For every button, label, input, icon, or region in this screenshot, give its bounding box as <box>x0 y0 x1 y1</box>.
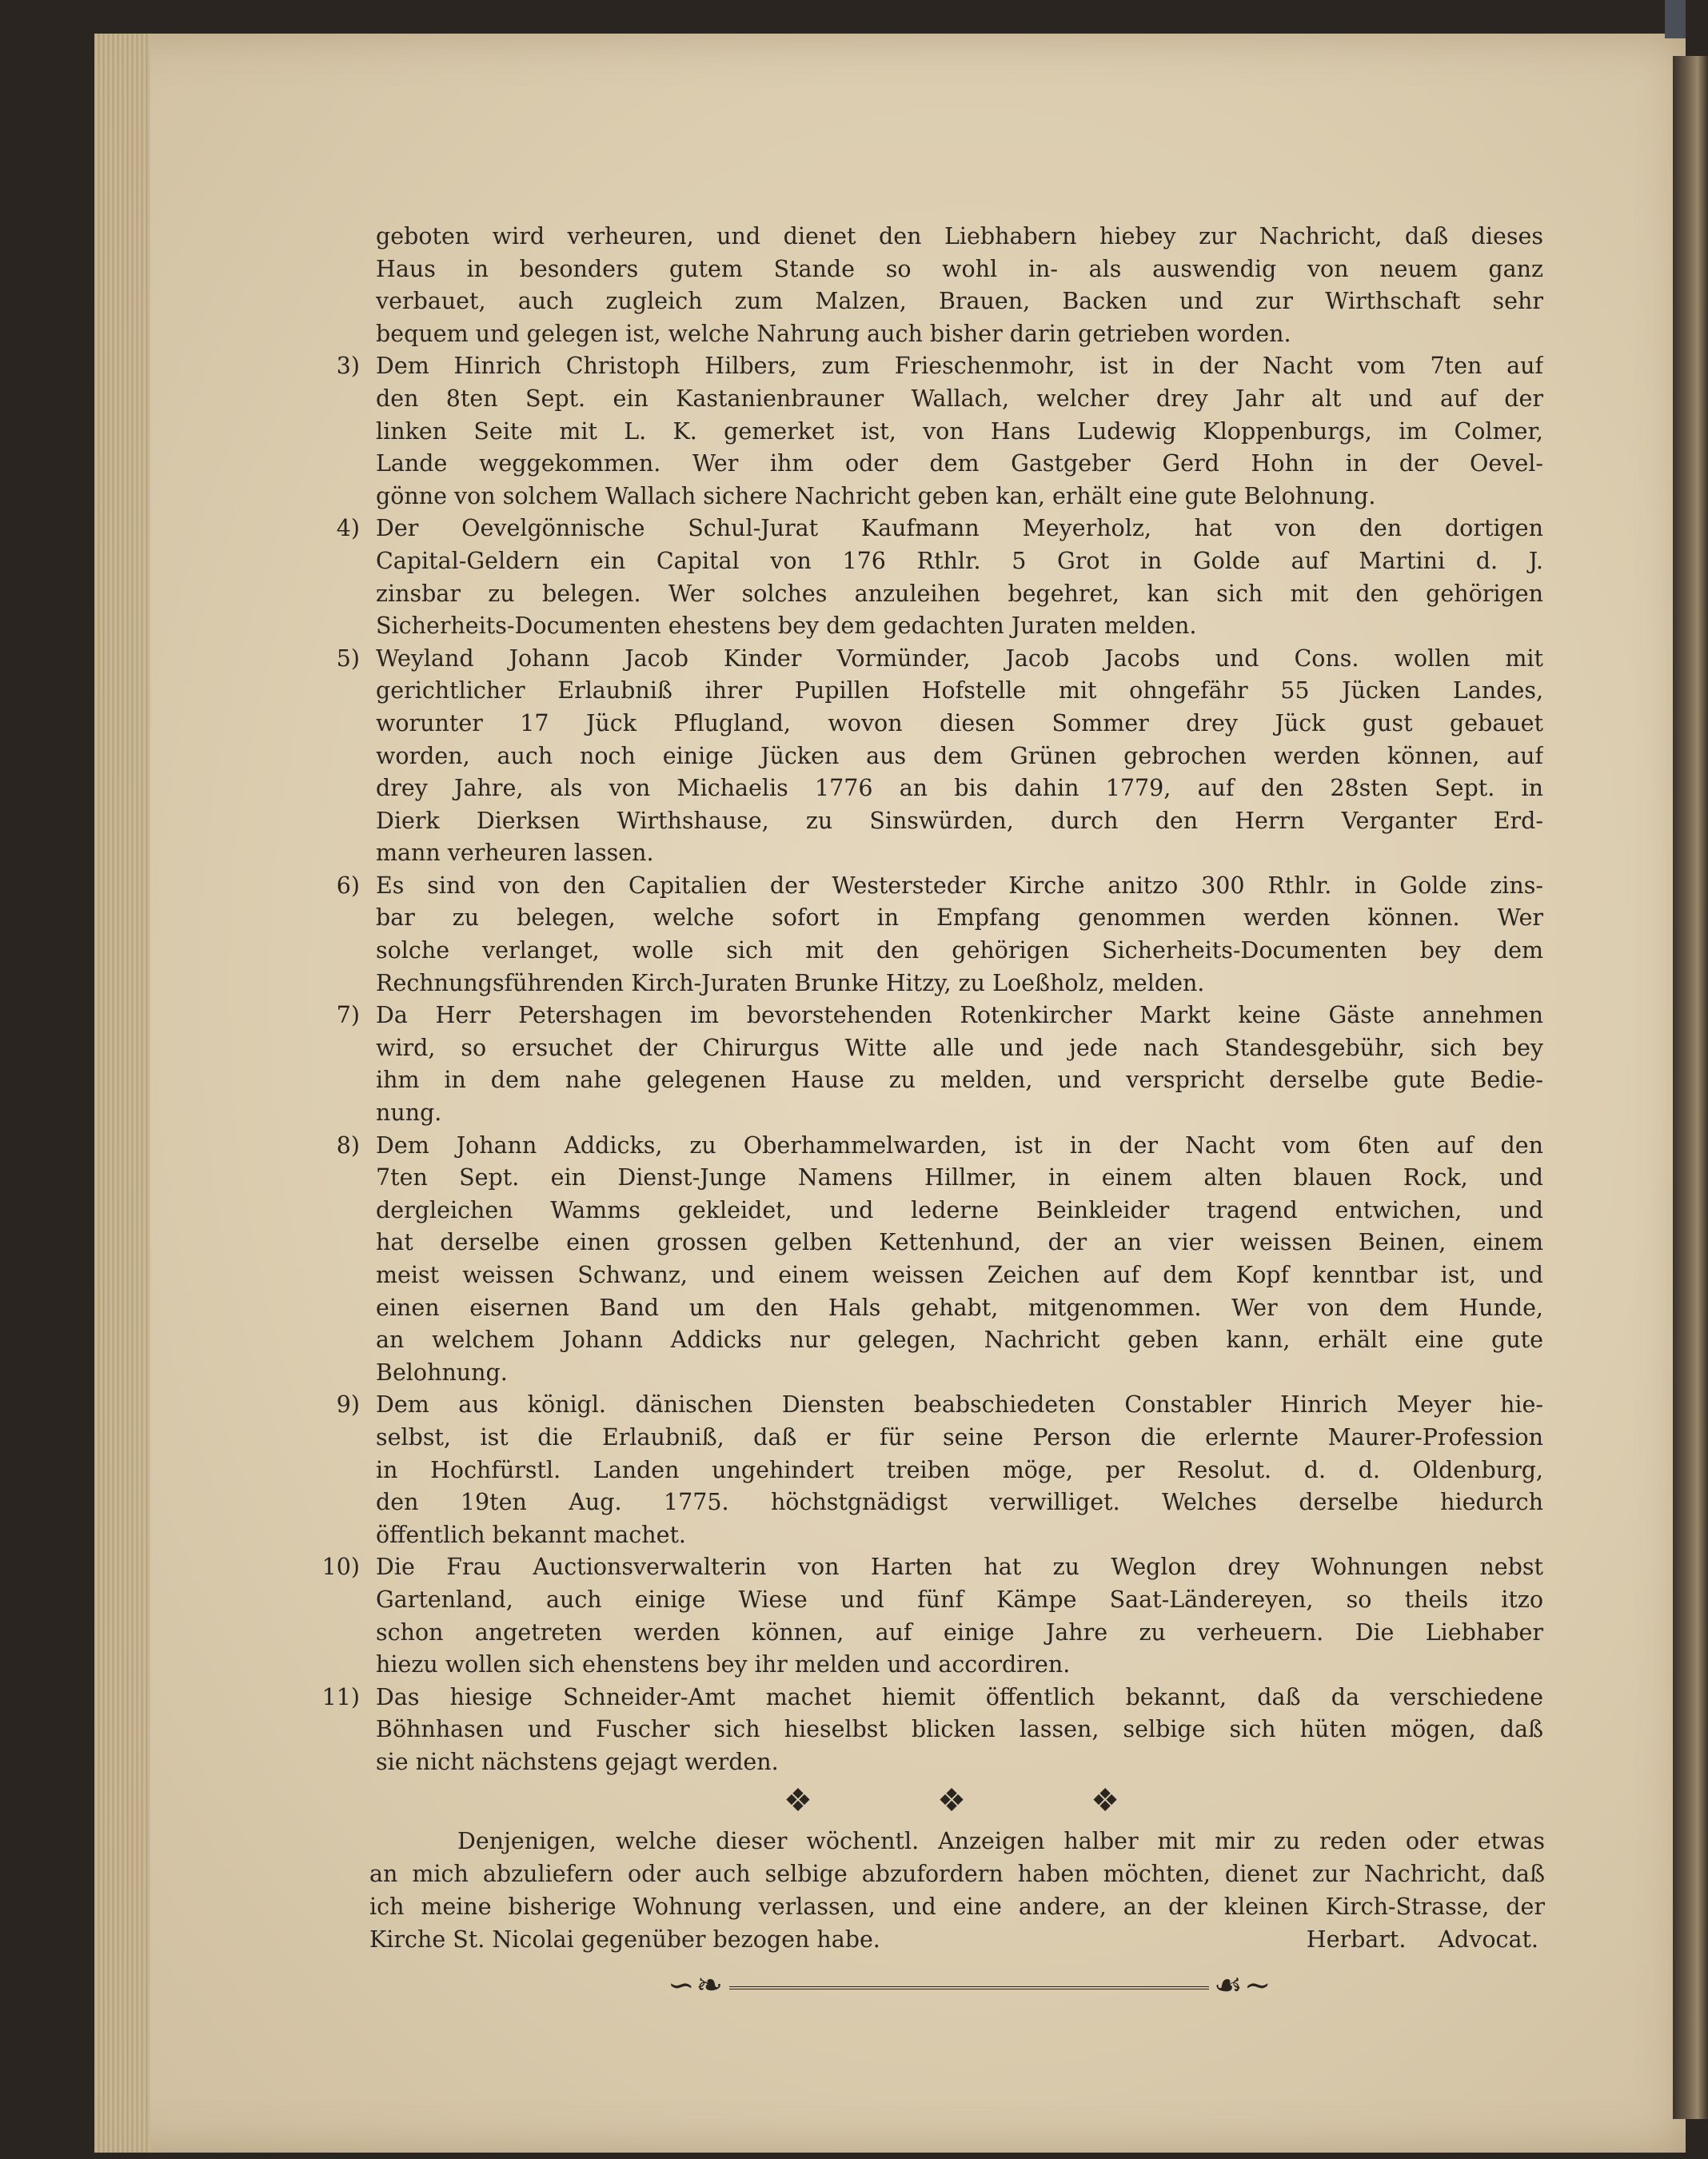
entry-number: 5) <box>336 645 360 672</box>
entry-text-line: Dierk Dierksen Wirthshause, zu Sinswürden, durch den Herrn Verganter Erd- <box>376 807 1543 834</box>
entry-text-line: selbst, ist die Erlaubniß, daß er für seine Person die erlernte Maurer-Profession <box>376 1423 1543 1451</box>
entry-text-line: in Hochfürstl. Landen ungehindert treiben möge, per Resolut. d. d. Oldenburg, <box>376 1456 1543 1483</box>
entry-text-line: wird, so ersuchet der Chirurgus Witte alle und jede nach Standesgebühr, sich bey <box>376 1034 1543 1061</box>
advertisement-entry <box>321 1682 1543 1779</box>
entry-number: 6) <box>336 872 360 899</box>
advertisement-entry <box>336 1389 1543 1551</box>
closing-line: Denjenigen, welche dieser wöchentl. Anzeigen halber mit mir zu reden oder etwas <box>457 1828 1545 1854</box>
entry-text-line: Sicherheits-Documenten ehestens bey dem gedachten Juraten melden. <box>376 613 1197 640</box>
flourish-left-icon: ∽❧ <box>668 1967 725 2004</box>
page-stack-edge <box>94 34 150 2153</box>
section-divider-ornaments <box>784 1782 1119 1819</box>
entry-text-line: Dem Johann Addicks, zu Oberhammelwarden, ist in der Nacht vom 6ten auf den <box>376 1131 1543 1159</box>
entry-text-line: Lande weggekommen. Wer ihm oder dem Gastgeber Gerd Hohn in der Oevel- <box>376 450 1543 477</box>
entry-text-line: öffentlich bekannt machet. <box>376 1521 686 1548</box>
entry-text-line: Weyland Johann Jacob Kinder Vormünder, Jacob Jacobs und Cons. wollen mit <box>376 645 1543 672</box>
entry-number: 3) <box>336 353 360 380</box>
ornament-icon: ❖ <box>1091 1782 1119 1819</box>
entry-text-line: Es sind von den Capitalien der Westersteder Kirche anitzo 300 Rthlr. in Golde zins- <box>376 872 1543 899</box>
entry-text-line: Das hiesige Schneider-Amt machet hiemit öffentlich bekannt, daß da verschiedene <box>376 1683 1543 1710</box>
entry-text-line: mann verheuren lassen. <box>376 840 654 867</box>
entry-text-line: den 8ten Sept. ein Kastanienbrauner Wallach, welcher drey Jahr alt und auf der <box>376 385 1543 412</box>
entry-text-line: Böhnhasen und Fuscher sich hieselbst blicken lassen, selbige sich hüten mögen, daß <box>376 1716 1543 1743</box>
flourish-right-icon: ☙∼ <box>1214 1967 1273 2004</box>
advertisement-text-block <box>321 221 1543 1779</box>
entry-text-line: 7ten Sept. ein Dienst-Junge Namens Hillmer, in einem alten blauen Rock, und <box>376 1164 1543 1191</box>
entry-text-line: Belohnung. <box>376 1359 508 1386</box>
advertisement-entry <box>336 1000 1543 1129</box>
advertisement-entry <box>336 350 1543 513</box>
closing-signature-line <box>369 1923 1545 1956</box>
tailpiece-rule <box>729 1986 1209 1989</box>
entry-text-line: nung. <box>376 1099 442 1127</box>
entry-text-line: hiezu wollen sich ehenstens bey ihr melden und accordiren. <box>376 1651 1071 1678</box>
entry-text-line: zinsbar zu belegen. Wer solches anzuleihen begehret, kan sich mit den gehörigen <box>376 580 1543 607</box>
ornament-icon: ❖ <box>937 1782 966 1819</box>
entry-text-line: Haus in besonders gutem Stande so wohl in- als auswendig von neuem ganz <box>376 255 1543 282</box>
advertisement-entry <box>376 221 1543 350</box>
entry-text-line: Dem Hinrich Christoph Hilbers, zum Frieschenmohr, ist in der Nacht vom 7ten auf <box>376 353 1543 380</box>
entry-text-line: worden, auch noch einige Jücken aus dem Grünen gebrochen werden können, auf <box>376 742 1543 769</box>
entry-text-line: worunter 17 Jück Pflugland, wovon diesen Sommer drey Jück gust gebauet <box>376 709 1543 736</box>
entry-text-line: Dem aus königl. dänischen Diensten beabschiedeten Constabler Hinrich Meyer hie- <box>376 1391 1543 1419</box>
entry-number: 4) <box>336 515 360 542</box>
scanner-clip <box>1665 0 1686 38</box>
entry-text-line: Die Frau Auctionsverwalterin von Harten hat zu Weglon drey Wohnungen nebst <box>376 1554 1543 1581</box>
closing-line: an mich abzuliefern oder auch selbige abzufordern haben möchten, dienet zur Nachricht, daß <box>369 1861 1545 1887</box>
entry-text-line: bequem und gelegen ist, welche Nahrung auch bisher darin getrieben worden. <box>376 320 1291 347</box>
entry-text-line: Der Oevelgönnische Schul-Jurat Kaufmann Meyerholz, hat von den dortigen <box>376 515 1543 542</box>
entry-number: 7) <box>336 1002 360 1029</box>
entry-text-line: einen eisernen Band um den Hals gehabt, mitgenommen. Wer von dem Hunde, <box>376 1294 1543 1321</box>
entry-text-line: gönne von solchem Wallach sichere Nachricht geben kan, erhält eine gute Belohnung. <box>376 482 1376 509</box>
entry-text-line: ihm in dem nahe gelegenen Hause zu melden, und verspricht derselbe gute Bedie- <box>376 1067 1543 1094</box>
entry-number: 9) <box>336 1391 360 1419</box>
closing-line: ich meine bisherige Wohnung verlassen, und eine andere, an der kleinen Kirch-Strasse, der <box>369 1894 1545 1920</box>
tailpiece-ornament <box>668 1965 1272 2005</box>
entry-text-line: linken Seite mit L. K. gemerket ist, von Hans Ludewig Kloppenburgs, im Colmer, <box>376 417 1543 445</box>
advertisement-entry <box>336 643 1543 870</box>
signature-name: Herbart. <box>1306 1926 1407 1953</box>
signature-title: Advocat. <box>1438 1926 1538 1953</box>
entry-text-line: drey Jahre, als von Michaelis 1776 an bis dahin 1779, auf den 28sten Sept. in <box>376 775 1543 802</box>
entry-text-line: sie nicht nächstens gejagt werden. <box>376 1748 779 1775</box>
closing-notice <box>369 1825 1545 1956</box>
entry-text-line: Capital-Geldern ein Capital von 176 Rthlr. 5 Grot in Golde auf Martini d. J. <box>376 547 1543 574</box>
advertisement-entry <box>336 870 1543 1000</box>
binding-spine <box>1673 56 1708 2119</box>
entry-text-line: solche verlanget, wolle sich mit den gehörigen Sicherheits-Documenten bey dem <box>376 937 1543 964</box>
advertisement-entry <box>321 1551 1543 1681</box>
entry-number: 8) <box>336 1131 360 1159</box>
entry-text-line: geboten wird verheuren, und dienet den Liebhabern hiebey zur Nachricht, daß dieses <box>376 223 1543 249</box>
ornament-icon: ❖ <box>784 1782 812 1819</box>
advertisement-entry <box>336 513 1543 642</box>
entry-text-line: dergleichen Wamms gekleidet, und lederne Beinkleider tragend entwichen, und <box>376 1196 1543 1223</box>
entry-text-line: gerichtlicher Erlaubniß ihrer Pupillen Hofstelle mit ohngefähr 55 Jücken Landes, <box>376 677 1543 704</box>
advertisement-entry <box>336 1130 1543 1390</box>
entry-number: 10) <box>321 1554 360 1581</box>
closing-last-line: Kirche St. Nicolai gegenüber bezogen habe. <box>369 1926 880 1953</box>
entry-number: 11) <box>321 1683 360 1710</box>
entry-text-line: an welchem Johann Addicks nur gelegen, Nachricht geben kann, erhält eine gute <box>376 1327 1543 1354</box>
entry-text-line: den 19ten Aug. 1775. höchstgnädigst verwilliget. Welches derselbe hiedurch <box>376 1489 1543 1516</box>
entry-text-line: Da Herr Petershagen im bevorstehenden Rotenkircher Markt keine Gäste annehmen <box>376 1002 1543 1029</box>
entry-text-line: verbauet, auch zugleich zum Malzen, Brauen, Backen und zur Wirthschaft sehr <box>376 288 1543 315</box>
entry-text-line: Rechnungsführenden Kirch-Juraten Brunke Hitzy, zu Loeßholz, melden. <box>376 969 1205 996</box>
entry-text-line: bar zu belegen, welche sofort in Empfang genommen werden können. Wer <box>376 904 1543 932</box>
entry-text-line: Gartenland, auch einige Wiese und fünf Kämpe Saat-Ländereyen, so theils itzo <box>376 1586 1543 1613</box>
entry-text-line: schon angetreten werden können, auf einige Jahre zu verheuern. Die Liebhaber <box>376 1618 1543 1646</box>
entry-text-line: meist weissen Schwanz, und einem weissen Zeichen auf dem Kopf kenntbar ist, und <box>376 1262 1543 1288</box>
entry-text-line: hat derselbe einen grossen gelben Kettenhund, der an vier weissen Beinen, einem <box>376 1229 1543 1256</box>
